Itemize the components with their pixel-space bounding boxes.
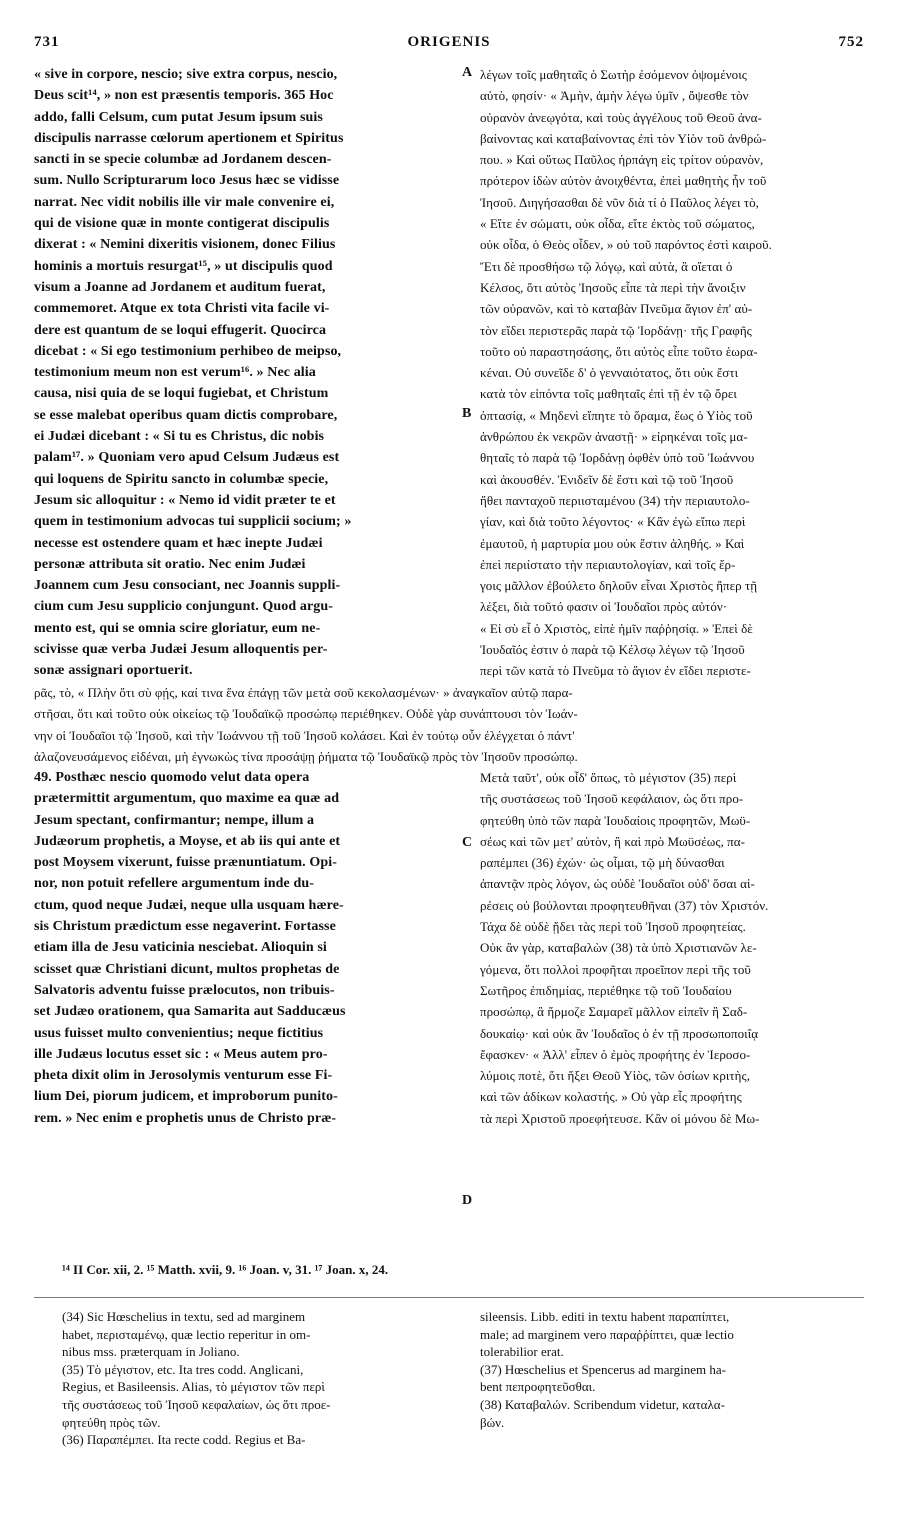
note-line: (36) Παραπέμπει. Ita recte codd. Regius et Ba-: [62, 1432, 306, 1448]
greek-text-line: πρότερον ἰδὼν αὐτὸν ἀνοιχθέντα, ἐπεὶ μαθητὴς ἦν τοῦ: [480, 173, 767, 189]
greek-text-line: ἔφασκεν· « Ἀλλ' εἶπεν ὁ ἐμὸς προφήτης ἐν Ἱεροσο-: [480, 1046, 751, 1062]
margin-letter-c: C: [462, 835, 473, 850]
latin-text-line: cium cum Jesu supplicio conjungunt. Quod argu-: [34, 599, 334, 615]
greek-text-line: οὐκ οἶδα, ὁ Θεὸς οἶδεν, » οὐ τοῦ παρόντος ἐστὶ καιροῦ.: [480, 237, 772, 253]
greek-text-line: ἐμαυτοῦ, ἡ μαρτυρία μου οὐκ ἔστιν ἀληθής. » Καὶ: [480, 535, 745, 551]
latin-text-line: Salvatoris adventu fuisse prælocutos, non tribuis-: [34, 982, 335, 998]
latin-text-line: sonæ assignari oportuerit.: [34, 663, 193, 679]
latin-text-line: Joannem cum Jesu consociant, nec Joannis suppli-: [34, 578, 341, 594]
note-line: bent πεπροφητεῦσθαι.: [480, 1379, 596, 1395]
note-line: (35) Τὸ μέγιστον, etc. Ita tres codd. Anglicani,: [62, 1361, 304, 1377]
greek-text-line: ραπέμπει (36) ἐχών· ὡς οἶμαι, τῷ μὴ δύνασθαι: [480, 855, 725, 871]
greek-text-line: λύμοις ποτὲ, ὅτι ἥξει Θεοῦ Υἱὸς, τῶν ὁσίων κριτὴς,: [480, 1068, 751, 1084]
latin-text-line: prætermittit argumentum, quo maxime ea quæ ad: [34, 791, 340, 807]
latin-text-line: commemoret. Atque ex tota Christi vita facile vi-: [34, 301, 330, 317]
latin-column-bottom: [34, 767, 464, 1129]
greek-text-line: Ἰησοῦ. Διηγήσασθαι δὲ νῦν διὰ τί ὁ Παῦλος λέγει τὸ,: [480, 194, 759, 210]
critical-notes-right: [480, 1308, 868, 1431]
latin-text-line: necesse est ostendere quam et hæc inepte Judæi: [34, 535, 323, 551]
scripture-references: ¹⁴ II Cor. xii, 2. ¹⁵ Matth. xvii, 9. ¹⁶ Joan. v, 31. ¹⁷ Joan. x, 24.: [62, 1262, 389, 1277]
latin-text-line: ille Judæus locutus esset sic : « Meus autem pro-: [34, 1046, 328, 1062]
note-line: βών.: [480, 1414, 505, 1430]
latin-text-line: rem. » Nec enim e prophetis unus de Christo præ-: [34, 1110, 337, 1126]
greek-text-line: γόμενα, ὅτι πολλοὶ προφῆται προεῖπον περὶ τῆς τοῦ: [480, 961, 751, 977]
greek-text-line: Μετὰ ταῦτ', οὐκ οἶδ' ὅπως, τὸ μέγιστον (35) περὶ: [480, 770, 737, 785]
latin-text-line: sis Christum prædictum esse negaverint. Fortasse: [34, 919, 336, 935]
note-line: (38) Καταβαλών. Scribendum videtur, καταλα-: [480, 1396, 725, 1412]
greek-text-line: Ἰουδαῖός ἐστιν ὁ παρὰ τῷ Κέλσῳ λέγων τῷ Ἰησοῦ: [480, 642, 745, 658]
latin-text-line: Jesum spectant, confirmantur; nempe, illum a: [34, 812, 315, 828]
greek-text-line: ἀλαζονευσάμενος εἰδέναι, μὴ ἐγνωκὼς τίνα προσάψῃ ῥήματα τῷ Ἰουδαϊκῷ πρὸς τὸν Ἰησοῦν προσώπῳ.: [34, 748, 578, 764]
greek-full-width-block: [34, 682, 864, 767]
greek-text-line: Τάχα δὲ οὐδὲ ᾔδει τὰς περὶ τοῦ Ἰησοῦ προφητείας.: [480, 919, 746, 935]
greek-text-line: « Εἴτε ἐν σώματι, οὐκ οἶδα, εἴτε ἐκτὸς τοῦ σώματος,: [480, 216, 755, 232]
latin-text-line: qui loquens de Spiritu sancto in columbæ specie,: [34, 471, 329, 487]
latin-text-line: quem in testimonium advocas tui supplicii socium; »: [34, 514, 352, 530]
greek-text-line: κατὰ τὸν εἰπόντα τοῖς μαθηταῖς ἐπὶ τῇ ἐν τῷ ὄρει: [480, 386, 737, 402]
latin-text-line: scivisse quæ verba Judæi Jesum alloquentis per-: [34, 642, 328, 658]
latin-text-line: sum. Nullo Scripturarum loco Jesus hæc se vidisse: [34, 173, 340, 189]
latin-text-line: « sive in corpore, nescio; sive extra corpus, nescio,: [34, 67, 338, 82]
greek-column-bottom: [480, 767, 868, 1129]
greek-text-line: δουκαίῳ· καὶ οὐκ ἂν Ἰουδαῖος ὁ ἐν τῇ προσωποποιΐᾳ: [480, 1025, 759, 1041]
note-line: Regius, et Basileensis. Alias, τὸ μέγιστον τῶν περὶ: [62, 1379, 325, 1395]
greek-text-line: θηταῖς τὸ παρὰ τῷ Ἰορδάνῃ ὀφθὲν ὑπὸ τοῦ Ἰωάννου: [480, 450, 755, 466]
greek-text-line: τὰ περὶ Χριστοῦ προεφήτευσε. Κἂν οἱ μόνου δὲ Μω-: [480, 1110, 760, 1126]
margin-letter-b: B: [462, 406, 472, 421]
page-number-left: 731: [34, 34, 60, 50]
latin-text-line: lium Dei, piorum judicem, et improborum punito-: [34, 1089, 338, 1105]
latin-text-line: dere est quantum de se loqui effugerit. Quocirca: [34, 322, 327, 338]
latin-text-line: visum a Joanne ad Jordanem et auditum fuerat,: [34, 279, 326, 295]
latin-text-line: testimonium meum non est verum¹⁶. » Nec alia: [34, 365, 316, 381]
latin-text-line: Jesum sic alloquitur : « Nemo id vidit præter te et: [34, 492, 336, 508]
greek-text-line: καὶ τῶν ἀδίκων κολαστής. » Οὐ γὰρ εἷς προφήτης: [480, 1089, 742, 1105]
latin-text-line: 49. Posthæc nescio quomodo velut data opera: [34, 770, 310, 785]
greek-text-line: ἐπεὶ περιίστατο τὴν περιαυτολογίαν, καὶ τοῖς ἔρ-: [480, 556, 736, 572]
margin-letter-a: A: [462, 65, 473, 80]
greek-text-line: φητεύθη ὑπὸ τῶν παρὰ Ἰουδαίοις προφητῶν, Μωϋ-: [480, 812, 751, 828]
greek-text-line: βαίνοντας καὶ καταβαίνοντας ἐπὶ τὸν Υἱὸν τοῦ ἀνθρώ-: [480, 130, 767, 146]
running-title: ORIGENIS: [407, 34, 491, 50]
critical-notes-left: [62, 1308, 452, 1449]
greek-text-line: ὀπτασίᾳ, « Μηδενὶ εἴπητε τὸ ὅραμα, ἕως ὁ Υἱὸς τοῦ: [480, 407, 753, 423]
latin-text-line: discipulis narrasse cœlorum apertionem et Spiritus: [34, 130, 344, 146]
latin-text-line: causa, nisi quia de se loqui fugiebat, et Christum: [34, 386, 329, 402]
latin-text-line: ctum, quod neque Judæi, neque ulla usquam hære-: [34, 897, 344, 913]
greek-text-line: ρᾶς, τὸ, « Πλὴν ὅτι σὺ φῄς, καί τινα ἕνα ἐπάγῃ τῶν μετὰ σοῦ κεκολασμένων· » ἀναγκαῖον αὐτῷ παρα-: [34, 685, 573, 700]
latin-text-line: set Judæo orationem, qua Samarita aut Sadducæus: [34, 1004, 346, 1020]
greek-column-top: [480, 64, 868, 682]
running-header: [34, 34, 864, 54]
latin-text-line: sancti in se specie columbæ ad Jordanem descen-: [34, 152, 332, 168]
greek-text-line: ἀπαντᾷν πρὸς λόγον, ὡς οὐδὲ Ἰουδαῖοι οὐδ' ὅσαι αἱ-: [480, 876, 755, 892]
greek-text-line: λέγων τοῖς μαθηταῖς ὁ Σωτὴρ ἐσόμενον ὀψομένοις: [480, 67, 747, 82]
greek-text-line: ρέσεις οὐ βούλονται προφητευθῆναι (37) τὸν Χριστόν.: [480, 897, 769, 913]
note-line: sileensis. Libb. editi in textu habent παραπίπτει,: [480, 1309, 730, 1324]
latin-text-line: qui de visione quæ in monte contigerat discipulis: [34, 216, 330, 232]
note-line: habet, περισταμένῳ, quæ lectio reperitur in om-: [62, 1326, 311, 1342]
greek-text-line: γίαν, καὶ διὰ τοῦτο λέγοντος· « Κἂν ἐγὼ εἴπω περὶ: [480, 514, 746, 530]
note-line: male; ad marginem vero παραῤῥίπτει, quæ lectio: [480, 1326, 734, 1342]
greek-text-line: αὐτὸ, φησίν· « Ἀμὴν, ἀμὴν λέγω ὑμῖν , ὄψεσθε τὸν: [480, 88, 749, 104]
note-line: (37) Hœschelius et Spencerus ad marginem ha-: [480, 1361, 726, 1377]
margin-letter-d: D: [462, 1193, 473, 1208]
latin-text-line: personæ attributa sit oratio. Nec enim Judæi: [34, 556, 306, 572]
latin-text-line: dixerat : « Nemini dixeritis visionem, donec Filius: [34, 237, 336, 253]
greek-text-line: « Εἰ σὺ εἶ ὁ Χριστὸς, εἰπὲ ἡμῖν παῤῥησίᾳ. » Ἐπεὶ δὲ: [480, 620, 753, 636]
greek-text-line: καὶ ἀκουσθέν. Ἐνιδεῖν δὲ ἔστι καὶ τῷ τοῦ Ἰησοῦ: [480, 471, 734, 487]
latin-text-line: se esse malebat operibus quam dictis comprobare,: [34, 407, 338, 423]
greek-text-line: Σωτῆρος ἐπιδημίας, περιέθηκε τῷ τοῦ Ἰουδαίου: [480, 982, 732, 998]
greek-text-line: που. » Καὶ οὕτως Παῦλος ἡρπάγη εἰς τρίτον οὐρανὸν,: [480, 152, 764, 168]
greek-text-line: σέως καὶ τῶν μετ' αὐτὸν, ἢ καὶ πρὸ Μωϋσέως, πα-: [480, 833, 746, 849]
greek-text-line: ἀνθρώπου ἐκ νεκρῶν ἀναστῇ· » εἰρηκέναι τοῖς μα-: [480, 429, 748, 445]
greek-text-line: στῆσαι, ὅτι καὶ τοῦτο οὐκ οἰκείως τῷ Ἰουδαϊκῷ προσώπῳ περιέθηκεν. Οὐδὲ γὰρ συνάπτουσι τὸν Ἰωάν-: [34, 706, 578, 722]
latin-text-line: Judæorum prophetis, a Moyse, et ab iis qui ante et: [34, 833, 341, 849]
greek-text-line: ἤθει πανταχοῦ περιισταμένου (34) τὴν περιαυτολο-: [480, 492, 750, 508]
note-line: τῆς συστάσεως τοῦ Ἰησοῦ κεφαλαίων, ὡς ὅτι προε-: [62, 1396, 331, 1412]
latin-text-line: narrat. Nec vidit nobilis ille vir male convenire ei,: [34, 194, 335, 210]
greek-text-line: τῆς συστάσεως τοῦ Ἰησοῦ κεφάλαιον, ὡς ὅτι προ-: [480, 791, 744, 807]
latin-text-line: dicebat : « Si ego testimonium perhibeo de meipso,: [34, 343, 342, 359]
latin-text-line: hominis a mortuis resurgat¹⁵, » ut discipulis quod: [34, 258, 333, 274]
latin-text-line: ei Judæi dicebant : « Si tu es Christus, dic nobis: [34, 429, 325, 445]
latin-text-line: nor, non potuit refellere argumentum inde du-: [34, 876, 314, 892]
greek-text-line: Ἔτι δὲ προσθήσω τῷ λόγῳ, καὶ αὐτὰ, ἃ οἴεται ὁ: [480, 258, 733, 274]
greek-text-line: οὐρανὸν ἀνεῳγότα, καὶ τοὺς ἀγγέλους τοῦ Θεοῦ ἀνα-: [480, 109, 762, 125]
footnote-divider: [34, 1297, 864, 1298]
latin-text-line: addo, falli Celsum, cum putat Jesum ipsum suis: [34, 109, 323, 125]
greek-text-line: περὶ τῶν κατὰ τὸ Πνεῦμα τὸ ἅγιον ἐν εἴδει περιστε-: [480, 663, 751, 679]
latin-text-line: etiam illa de Jesu vaticinia nesciebat. Alioquin si: [34, 940, 327, 956]
greek-text-line: νην οἱ Ἰουδαῖοι τῷ Ἰησοῦ, καὶ τὴν Ἰωάννου τῇ τοῦ Ἰησοῦ κολάσει. Καὶ ἐν τούτῳ οὖν ἐλέγχεται ὁ πάντ': [34, 727, 575, 743]
page-number-right: 752: [838, 34, 864, 50]
greek-text-line: Κέλσος, ὅτι αὐτὸς Ἰησοῦς εἶπε τὰ περὶ τὴν ἄνοιξιν: [480, 279, 746, 295]
latin-text-line: post Moysem vixerunt, fuisse prænuntiatum. Opi-: [34, 855, 337, 871]
greek-text-line: προσώπῳ, ἃ ἥρμοζε Σαμαρεῖ μᾶλλον εἰπεῖν ἢ Σαδ-: [480, 1004, 748, 1020]
note-line: nibus mss. præterquam in Joliano.: [62, 1344, 240, 1360]
latin-text-line: usus fuisset multo convenientius; neque fictitius: [34, 1025, 324, 1041]
greek-text-line: γοις μᾶλλον ἐβούλετο δηλοῦν εἶναι Χριστὸς ἤπερ τῇ: [480, 578, 758, 594]
latin-text-line: palam¹⁷. » Quoniam vero apud Celsum Judæus est: [34, 450, 340, 466]
latin-text-line: mento est, qui se omnia scire gloriatur, eum ne-: [34, 620, 321, 636]
latin-text-line: Deus scit¹⁴, » non est præsentis temporis. 365 Hoc: [34, 88, 334, 104]
greek-text-line: τοῦτο οὐ παραστησάσης, ὅτι αὐτὸς εἶπε τοῦτο ἑωρα-: [480, 343, 758, 359]
latin-column-top: [34, 64, 464, 682]
greek-text-line: τὸν εἴδει περιστερᾶς παρὰ τῷ Ἰορδάνῃ· τῆς Γραφῆς: [480, 322, 752, 338]
note-line: φητεύθη πρὸς τῶν.: [62, 1414, 161, 1430]
greek-text-line: κέναι. Οὐ συνεῖδε δ' ὁ γενναιότατος, ὅτι οὐκ ἔστι: [480, 365, 739, 381]
note-line: (34) Sic Hœschelius in textu, sed ad marginem: [62, 1309, 306, 1324]
greek-text-line: λέξει, διὰ τοῦτό φασιν οἱ Ἰουδαῖοι πρὸς αὐτόν·: [480, 599, 728, 615]
greek-text-line: τῶν οὐρανῶν, καὶ τὸ καταβὰν Πνεῦμα ἅγιον ἐπ' αὐ-: [480, 301, 753, 317]
latin-text-line: pheta dixit olim in Jerosolymis venturum esse Fi-: [34, 1068, 333, 1084]
greek-text-line: Οὐκ ἂν γὰρ, καταβαλὼν (38) τὰ ὑπὸ Χριστιανῶν λε-: [480, 940, 757, 956]
latin-text-line: scisset quæ Christiani dicunt, multos prophetas de: [34, 961, 340, 977]
note-line: tolerabilior erat.: [480, 1344, 564, 1360]
